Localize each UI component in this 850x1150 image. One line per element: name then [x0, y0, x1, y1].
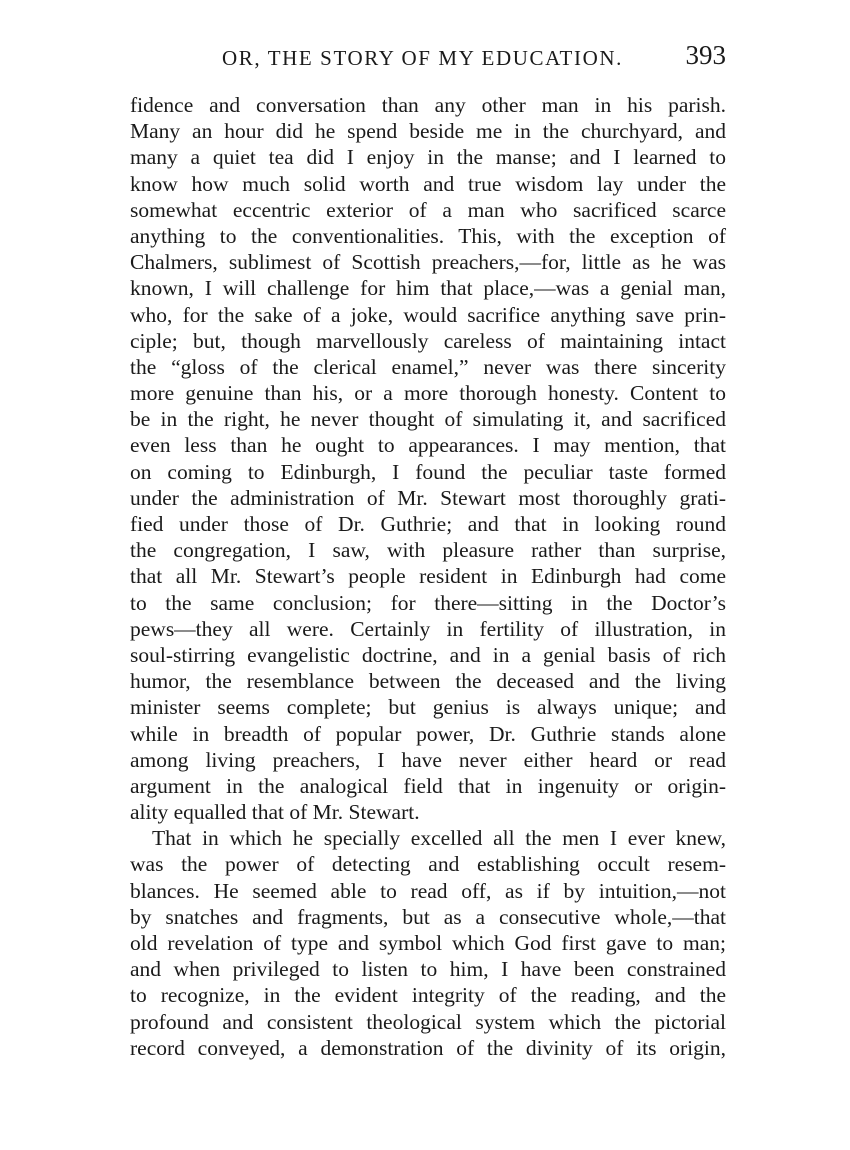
text-line: the “gloss of the clerical enamel,” never was there sincerity — [130, 354, 726, 379]
text-line: pews—they all were. Certainly in fertility of illustration, in — [130, 616, 726, 641]
text-line: and when privileged to listen to him, I have been constrained — [130, 957, 726, 982]
text-line: ciple; but, though marvellously careless of maintaining intact — [130, 328, 726, 353]
text-line: old revelation of type and symbol which God first gave to man; — [130, 931, 726, 955]
text-line: more genuine than his, or a more thorough honesty. Content to — [130, 381, 726, 406]
running-title: OR, THE STORY OF MY EDUCATION. — [222, 46, 623, 70]
body-text — [130, 92, 726, 1061]
text-line: Chalmers, sublimest of Scottish preachers,—for, little as he was — [130, 250, 726, 275]
text-line: anything to the conventionalities. This, with the exception of — [130, 223, 726, 248]
text-line: under the administration of Mr. Stewart most thoroughly grati- — [130, 485, 726, 510]
page-number: 393 — [685, 40, 726, 70]
text-line: fidence and conversation than any other man in his parish. — [130, 93, 726, 117]
text-line: the congregation, I saw, with pleasure rather than surprise, — [130, 538, 726, 563]
text-line: That in which he specially excelled all the men I ever knew, — [152, 826, 726, 851]
text-line: Many an hour did he spend beside me in the churchyard, and — [130, 119, 726, 144]
text-line: know how much solid worth and true wisdom lay under the — [130, 171, 726, 196]
text-line: be in the right, he never thought of simulating it, and sacrificed — [130, 407, 726, 432]
text-line: fied under those of Dr. Guthrie; and that in looking round — [130, 512, 726, 536]
text-line: argument in the analogical field that in ingenuity or origin- — [130, 773, 726, 798]
text-line: blances. He seemed able to read off, as if by intuition,—not — [130, 878, 726, 903]
text-line: who, for the sake of a joke, would sacrifice anything save prin- — [130, 302, 726, 327]
text-line: humor, the resemblance between the deceased and the living — [130, 669, 726, 694]
text-line: many a quiet tea did I enjoy in the manse; and I learned to — [130, 145, 726, 170]
running-header — [130, 40, 726, 76]
text-line: while in breadth of popular power, Dr. Guthrie stands alone — [130, 721, 726, 746]
text-line: by snatches and fragments, but as a consecutive whole,—that — [130, 904, 726, 929]
text-line: minister seems complete; but genius is always unique; and — [130, 695, 726, 720]
text-line: somewhat eccentric exterior of a man who sacrificed scarce — [130, 197, 726, 222]
text-line: among living preachers, I have never either heard or read — [130, 747, 726, 772]
text-line: profound and consistent theological system which the pictorial — [130, 1009, 726, 1034]
text-line: even less than he ought to appearances. I may mention, that — [130, 433, 726, 458]
text-line: on coming to Edinburgh, I found the peculiar taste formed — [130, 459, 726, 484]
text-line: soul-stirring evangelistic doctrine, and in a genial basis of rich — [130, 642, 726, 667]
text-line: to recognize, in the evident integrity of the reading, and the — [130, 983, 726, 1008]
text-line: was the power of detecting and establishing occult resem- — [130, 852, 726, 877]
text-line: ality equalled that of Mr. Stewart. — [130, 800, 420, 825]
text-line: known, I will challenge for him that place,—was a genial man, — [130, 276, 726, 301]
text-line: record conveyed, a demonstration of the divinity of its origin, — [130, 1035, 726, 1060]
text-line: that all Mr. Stewart’s people resident in Edinburgh had come — [130, 564, 726, 589]
text-line: to the same conclusion; for there—sitting in the Doctor’s — [130, 590, 726, 615]
